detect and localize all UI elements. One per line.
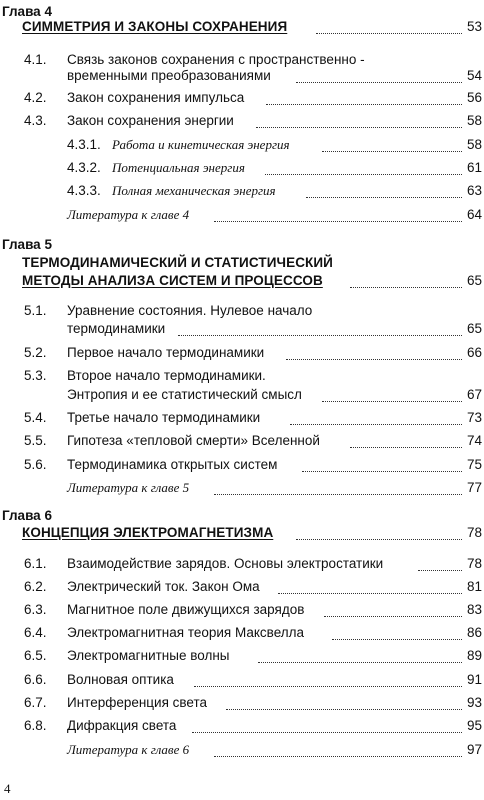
entry-title[interactable]: Интерференция света bbox=[67, 695, 207, 710]
entry-number: 6.4. bbox=[24, 625, 47, 640]
dot-leader bbox=[214, 494, 462, 495]
entry-title[interactable]: Электрический ток. Закон Ома bbox=[67, 579, 260, 594]
entry-number: 5.2. bbox=[24, 345, 47, 360]
entry-number: 6.6. bbox=[24, 672, 47, 687]
entry-title[interactable]: временными преобразованиями bbox=[67, 68, 271, 83]
page-number: 81 bbox=[466, 579, 482, 594]
page-number: 58 bbox=[466, 137, 482, 152]
entry-number: 6.2. bbox=[24, 579, 47, 594]
entry-title[interactable]: Энтропия и ее статистический смысл bbox=[67, 387, 302, 402]
entry-title[interactable]: термодинамики bbox=[67, 321, 166, 336]
chapter-title-line[interactable]: МЕТОДЫ АНАЛИЗА СИСТЕМ И ПРОЦЕССОВ bbox=[22, 273, 323, 288]
entry-title[interactable]: Потенциальная энергия bbox=[112, 160, 245, 175]
page-number: 74 bbox=[466, 433, 482, 448]
entry-title[interactable]: Электромагнитная теория Максвелла bbox=[67, 625, 305, 640]
entry-title[interactable]: Работа и кинетическая энергия bbox=[112, 137, 290, 152]
page-number: 65 bbox=[466, 273, 482, 288]
dot-leader bbox=[306, 197, 462, 198]
entry-number: 4.3.2. bbox=[67, 160, 101, 175]
entry-title[interactable]: Третье начало термодинамики bbox=[67, 410, 261, 425]
dot-leader bbox=[286, 359, 462, 360]
page-number: 91 bbox=[466, 672, 482, 687]
page-number: 66 bbox=[466, 345, 482, 360]
page-number: 89 bbox=[466, 648, 482, 663]
page-number: 65 bbox=[466, 321, 482, 336]
dot-leader bbox=[178, 335, 462, 336]
entry-title[interactable]: Закон сохранения энергии bbox=[67, 113, 234, 128]
chapter-title[interactable]: СИММЕТРИЯ И ЗАКОНЫ СОХРАНЕНИЯ bbox=[22, 19, 288, 34]
page-number: 67 bbox=[466, 387, 482, 402]
dot-leader bbox=[350, 447, 462, 448]
references-entry[interactable]: Литература к главе 6 bbox=[67, 742, 190, 757]
page-number: 64 bbox=[466, 207, 482, 222]
chapter-title-line[interactable]: ТЕРМОДИНАМИЧЕСКИЙ И СТАТИСТИЧЕСКИЙ bbox=[22, 255, 333, 270]
dot-leader bbox=[214, 756, 462, 757]
dot-leader bbox=[332, 639, 462, 640]
dot-leader bbox=[194, 686, 462, 687]
page-number: 75 bbox=[466, 457, 482, 472]
entry-title[interactable]: Взаимодействие зарядов. Основы электростатики bbox=[67, 556, 384, 571]
dot-leader bbox=[296, 82, 462, 83]
entry-number: 6.3. bbox=[24, 602, 47, 617]
page-number: 83 bbox=[466, 602, 482, 617]
page-number: 73 bbox=[466, 410, 482, 425]
page-number: 61 bbox=[466, 160, 482, 175]
dot-leader bbox=[290, 424, 462, 425]
references-entry[interactable]: Литература к главе 5 bbox=[67, 480, 190, 495]
entry-title[interactable]: Гипотеза «тепловой смерти» Вселенной bbox=[67, 433, 320, 448]
entry-title[interactable]: Термодинамика открытых систем bbox=[67, 457, 278, 472]
entry-number: 4.1. bbox=[24, 52, 47, 67]
entry-number: 6.7. bbox=[24, 695, 47, 710]
page-number: 93 bbox=[466, 695, 482, 710]
chapter-heading: Глава 6 bbox=[2, 508, 52, 523]
entry-title[interactable]: Полная механическая энергия bbox=[112, 183, 276, 198]
page-number: 78 bbox=[466, 556, 482, 571]
dot-leader bbox=[256, 127, 462, 128]
dot-leader bbox=[350, 287, 462, 288]
dot-leader bbox=[296, 539, 462, 540]
entry-title[interactable]: Второе начало термодинамики. bbox=[67, 368, 266, 383]
entry-title[interactable]: Электромагнитные волны bbox=[67, 648, 230, 663]
dot-leader bbox=[226, 709, 462, 710]
entry-title[interactable]: Волновая оптика bbox=[67, 672, 174, 687]
entry-number: 4.3.3. bbox=[67, 183, 101, 198]
entry-number: 5.4. bbox=[24, 410, 47, 425]
page-number: 86 bbox=[466, 625, 482, 640]
entry-number: 5.1. bbox=[24, 303, 47, 318]
page-number: 54 bbox=[466, 68, 482, 83]
entry-number: 6.1. bbox=[24, 556, 47, 571]
entry-number: 5.6. bbox=[24, 457, 47, 472]
dot-leader bbox=[265, 174, 462, 175]
entry-title[interactable]: Магнитное поле движущихся зарядов bbox=[67, 602, 305, 617]
entry-number: 6.5. bbox=[24, 648, 47, 663]
chapter-title[interactable]: КОНЦЕПЦИЯ ЭЛЕКТРОМАГНЕТИЗМА bbox=[22, 525, 274, 540]
dot-leader bbox=[192, 732, 462, 733]
dot-leader bbox=[214, 221, 462, 222]
references-entry[interactable]: Литература к главе 4 bbox=[67, 207, 190, 222]
entry-title[interactable]: Уравнение состояния. Нулевое начало bbox=[67, 303, 313, 318]
dot-leader bbox=[322, 401, 462, 402]
chapter-heading: Глава 4 bbox=[2, 4, 52, 19]
entry-title[interactable]: Первое начало термодинамики bbox=[67, 345, 265, 360]
dot-leader bbox=[302, 471, 462, 472]
page-number: 77 bbox=[466, 480, 482, 495]
entry-number: 6.8. bbox=[24, 718, 47, 733]
entry-title[interactable]: Дифракция света bbox=[67, 718, 177, 733]
dot-leader bbox=[278, 593, 462, 594]
chapter-heading: Глава 5 bbox=[2, 237, 52, 252]
dot-leader bbox=[322, 151, 462, 152]
dot-leader bbox=[266, 104, 462, 105]
page-number: 95 bbox=[466, 718, 482, 733]
entry-number: 4.3. bbox=[24, 113, 47, 128]
entry-number: 4.3.1. bbox=[67, 137, 101, 152]
entry-number: 4.2. bbox=[24, 90, 47, 105]
page-number: 78 bbox=[466, 525, 482, 540]
dot-leader bbox=[324, 616, 462, 617]
page-number: 56 bbox=[466, 90, 482, 105]
footer-page-number: 4 bbox=[4, 781, 11, 796]
dot-leader bbox=[258, 662, 462, 663]
entry-title[interactable]: Закон сохранения импульса bbox=[67, 90, 245, 105]
entry-number: 5.3. bbox=[24, 368, 47, 383]
page-number: 58 bbox=[466, 113, 482, 128]
entry-title[interactable]: Связь законов сохранения с пространственно - bbox=[67, 52, 365, 67]
entry-number: 5.5. bbox=[24, 433, 47, 448]
page-number: 97 bbox=[466, 742, 482, 757]
page-number: 63 bbox=[466, 183, 482, 198]
page-number: 53 bbox=[466, 19, 482, 34]
dot-leader bbox=[316, 33, 462, 34]
